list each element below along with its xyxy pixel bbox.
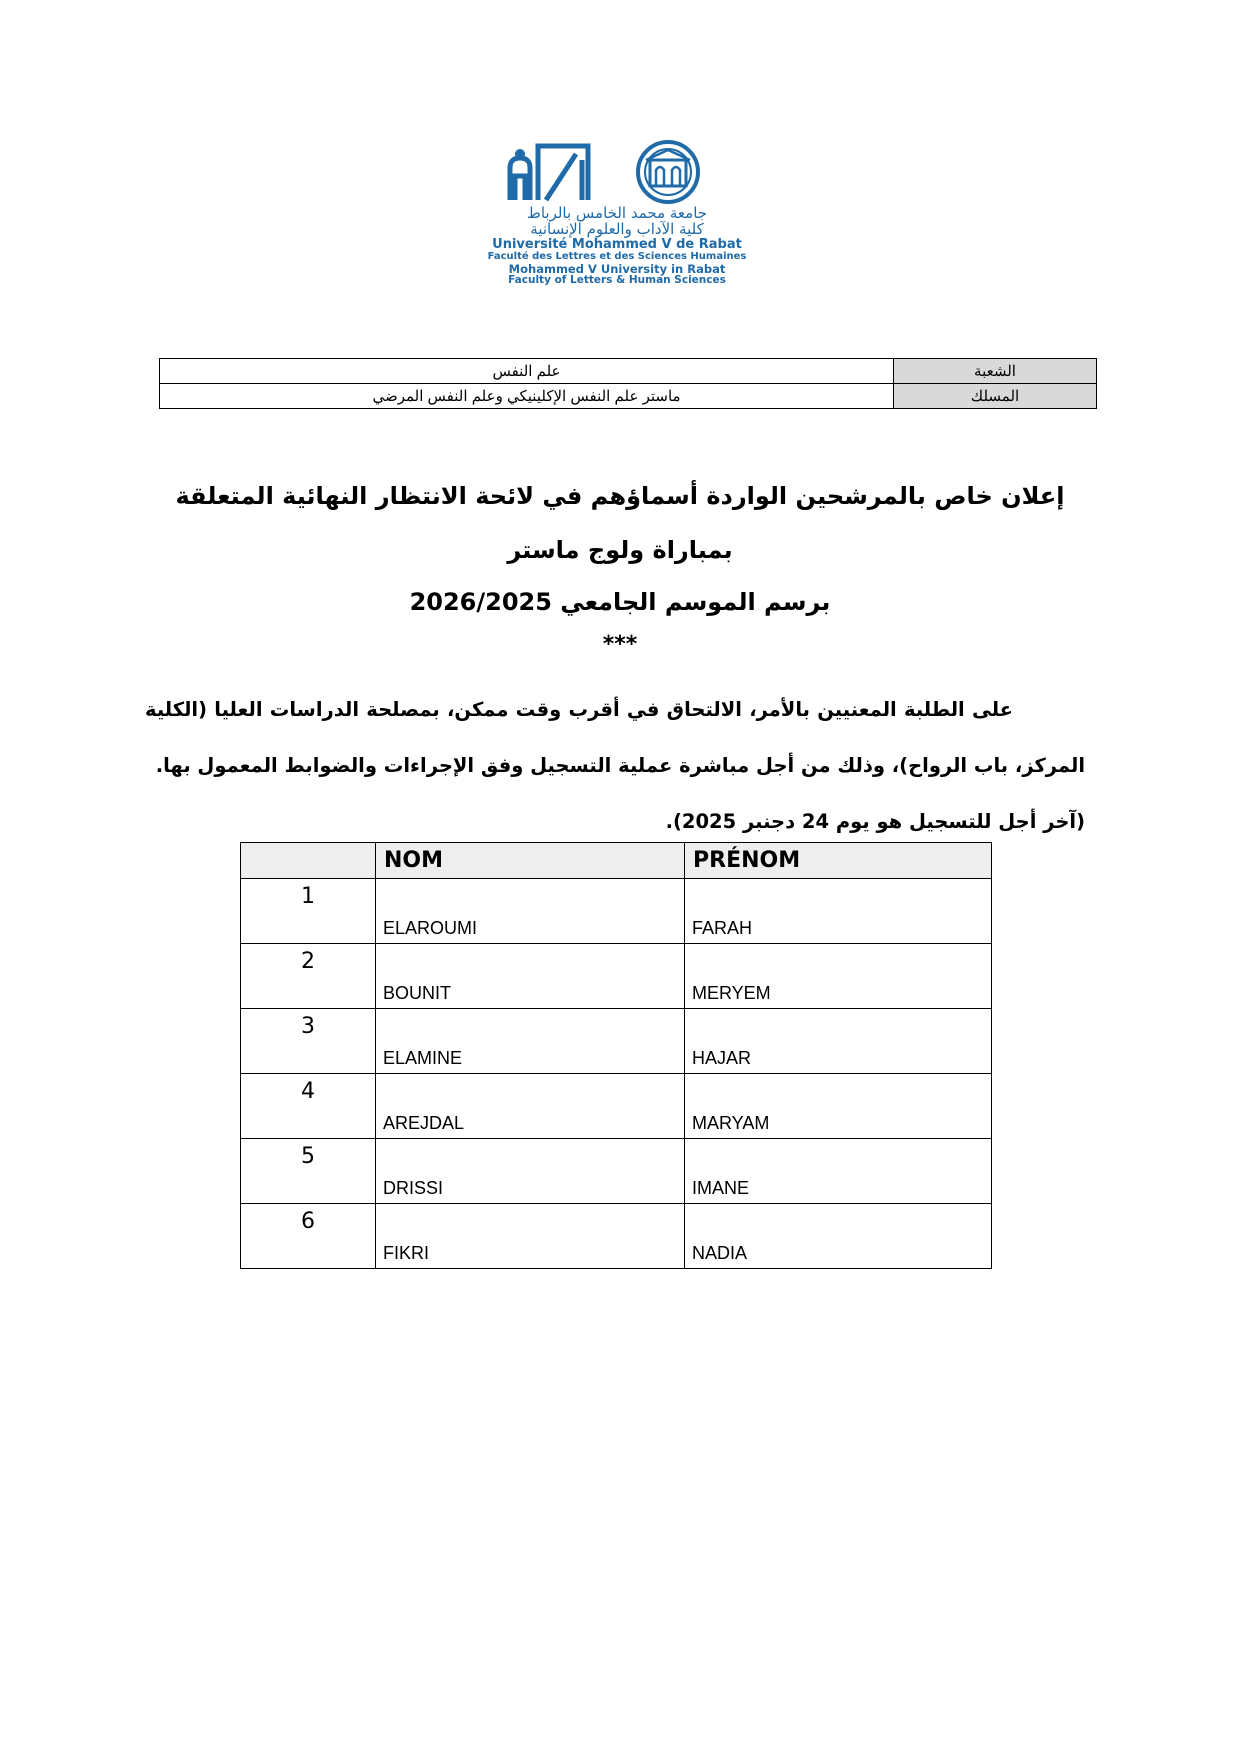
row-prenom: MERYEM	[685, 944, 992, 1009]
row-nom: BOUNIT	[376, 944, 685, 1009]
logo-arabic-faculty: كلية الآداب والعلوم الإنسانية	[530, 220, 704, 238]
row-prenom: IMANE	[685, 1139, 992, 1204]
row-number: 5	[241, 1139, 376, 1204]
announcement-title-line2: بمباراة ولوج ماستر	[507, 536, 733, 564]
logo-arabic-university: جامعة محمد الخامس بالرباط	[526, 204, 708, 222]
announcement-title-line3: برسم الموسم الجامعي 2026/2025	[409, 588, 831, 616]
announcement-paragraph	[145, 682, 1085, 850]
info-label-department: الشعبة	[894, 359, 1097, 384]
header-num	[241, 843, 376, 879]
row-prenom: FARAH	[685, 879, 992, 944]
row-number: 6	[241, 1204, 376, 1269]
table-header-row	[241, 843, 992, 879]
row-nom: ELAMINE	[376, 1009, 685, 1074]
row-number: 3	[241, 1009, 376, 1074]
logo-fr-faculty: Faculté des Lettres et des Sciences Humaines	[487, 251, 747, 262]
row-nom: DRISSI	[376, 1139, 685, 1204]
row-nom: ELAROUMI	[376, 879, 685, 944]
table-row	[241, 944, 992, 1009]
row-number: 4	[241, 1074, 376, 1139]
announcement-title-line1: إعلان خاص بالمرشحين الواردة أسماؤهم في لائحة الانتظار النهائية المتعلقة	[175, 482, 1065, 510]
header-nom: NOM	[376, 843, 685, 879]
registration-deadline: (آخر أجل للتسجيل هو يوم 24 دجنبر 2025).	[665, 810, 1085, 833]
announcement-body: على الطلبة المعنيين بالأمر، الالتحاق في أقرب وقت ممكن، بمصلحة الدراسات العليا (الكلية المركز، باب الرواح)، وذلك من أجل مباشرة عملية التسجيل وفق الإجراءات والضوابط المعمول بها.	[145, 698, 1085, 777]
table-row	[241, 879, 992, 944]
header-prenom: PRÉNOM	[685, 843, 992, 879]
table-row	[241, 1139, 992, 1204]
logo-en-faculty: Faculty of Letters & Human Sciences	[508, 274, 726, 286]
logo-en-university: Mohammed V University in Rabat	[508, 262, 726, 276]
info-label-track: المسلك	[894, 384, 1097, 409]
row-number: 1	[241, 879, 376, 944]
logo-fr-university: Université Mohammed V de Rabat	[492, 237, 742, 252]
row-number: 2	[241, 944, 376, 1009]
info-row-track	[160, 384, 1097, 409]
row-prenom: HAJAR	[685, 1009, 992, 1074]
university-emblem-icon	[498, 140, 736, 204]
info-row-department	[160, 359, 1097, 384]
table-row	[241, 1009, 992, 1074]
table-row	[241, 1074, 992, 1139]
info-value-department: علم النفس	[160, 359, 894, 384]
row-prenom: MARYAM	[685, 1074, 992, 1139]
row-nom: FIKRI	[376, 1204, 685, 1269]
waiting-list-table	[240, 842, 992, 1269]
separator-stars: ***	[602, 632, 638, 657]
program-info-table	[159, 358, 1097, 409]
info-value-track: ماستر علم النفس الإكلينيكي وعلم النفس المرضي	[160, 384, 894, 409]
row-nom: AREJDAL	[376, 1074, 685, 1139]
university-logo	[452, 140, 782, 286]
table-row	[241, 1204, 992, 1269]
row-prenom: NADIA	[685, 1204, 992, 1269]
